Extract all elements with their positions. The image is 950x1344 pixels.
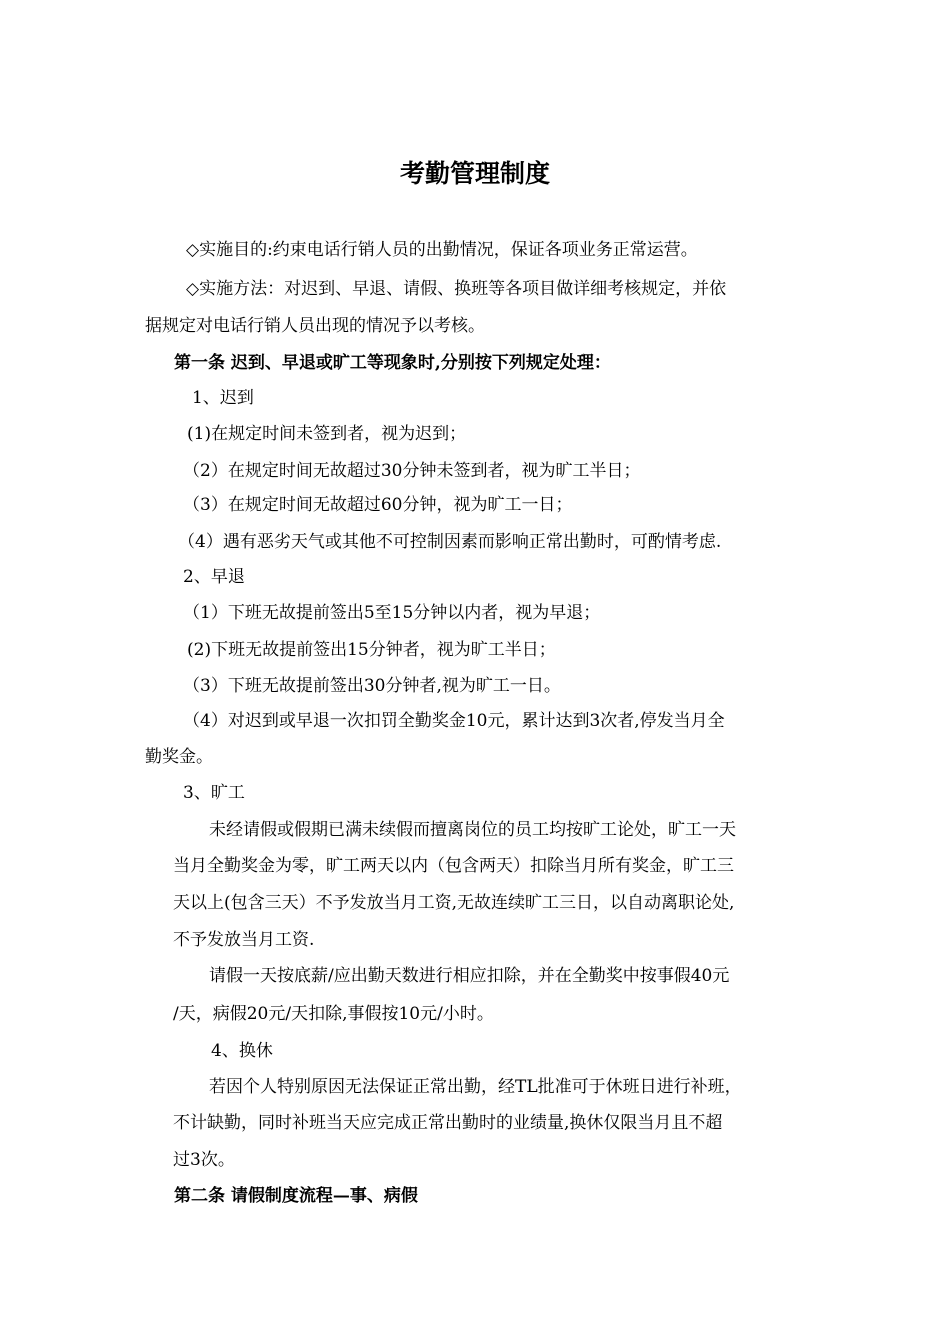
section-early-heading: 2、早退: [183, 567, 245, 587]
absent-para-1-cont-3: 不予发放当月工资.: [173, 930, 315, 950]
late-item-4: （4）遇有恶劣天气或其他不可控制因素而影响正常出勤时，可酌情考虑.: [178, 532, 722, 552]
early-item-4: （4）对迟到或早退一次扣罚全勤奖金10元，累计达到3次者,停发当月全: [183, 711, 725, 731]
early-item-4-cont: 勤奖金。: [145, 747, 213, 767]
late-item-3: （3）在规定时间无故超过60分钟，视为旷工一日；: [183, 495, 573, 515]
early-item-1: （1）下班无故提前签出5至15分钟以内者，视为早退；: [183, 603, 601, 623]
section-late-heading: 1、迟到: [192, 388, 254, 408]
section-shift-heading: 4、换休: [211, 1041, 273, 1061]
late-item-1: (1)在规定时间未签到者，视为迟到；: [187, 424, 467, 444]
absent-para-2: 请假一天按底薪/应出勤天数进行相应扣除，并在全勤奖中按事假40元: [209, 966, 730, 986]
shift-para-cont-2: 过3次。: [173, 1150, 235, 1170]
method-line-cont: 据规定对电话行销人员出现的情况予以考核。: [145, 316, 485, 336]
absent-para-2-cont: /天，病假20元/天扣除,事假按10元/小时。: [173, 1004, 494, 1024]
shift-para-cont-1: 不计缺勤，同时补班当天应完成正常出勤时的业绩量,换休仅限当月且不超: [173, 1113, 723, 1133]
article-1-heading: 第一条 迟到、早退或旷工等现象时,分别按下列规定处理：: [174, 353, 611, 373]
early-item-3: （3）下班无故提前签出30分钟者,视为旷工一日。: [183, 676, 561, 696]
absent-para-1-cont-2: 天以上(包含三天）不予发放当月工资,无故连续旷工三日，以自动离职论处,: [173, 893, 735, 913]
article-2-heading: 第二条 请假制度流程—事、病假: [174, 1186, 418, 1206]
method-line: ◇实施方法：对迟到、早退、请假、换班等各项目做详细考核规定，并依: [186, 279, 727, 299]
absent-para-1-cont-1: 当月全勤奖金为零，旷工两天以内（包含两天）扣除当月所有奖金，旷工三: [173, 856, 734, 876]
early-item-2: (2)下班无故提前签出15分钟者，视为旷工半日；: [187, 640, 556, 660]
document-title: 考勤管理制度: [399, 159, 550, 188]
section-absent-heading: 3、旷工: [183, 783, 245, 803]
shift-para: 若因个人特别原因无法保证正常出勤，经TL批准可于休班日进行补班，: [209, 1077, 742, 1097]
absent-para-1: 未经请假或假期已满未续假而擅离岗位的员工均按旷工论处，旷工一天: [209, 820, 736, 840]
late-item-2: （2）在规定时间无故超过30分钟未签到者，视为旷工半日；: [183, 461, 641, 481]
purpose-line: ◇实施目的:约束电话行销人员的出勤情况，保证各项业务正常运营。: [186, 240, 698, 260]
